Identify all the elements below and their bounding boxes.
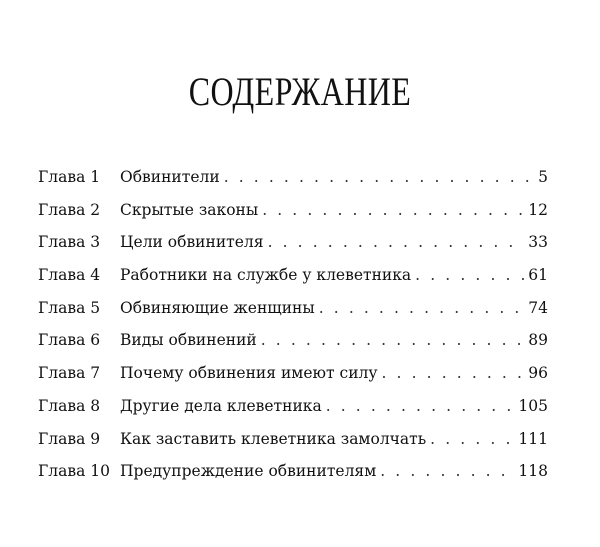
chapter-title: Другие дела клеветника — [120, 396, 322, 415]
toc-entry-1 — [38, 166, 548, 199]
chapter-number: Глава 6 — [38, 331, 101, 350]
dot-leader — [262, 199, 525, 221]
page-number: 74 — [528, 298, 548, 317]
chapter-number: Глава 2 — [38, 200, 101, 219]
page-number: 5 — [538, 168, 548, 186]
chapter-title: Обвиняющие женщины — [120, 298, 315, 317]
chapter-title: Предупреждение обвинителям — [120, 462, 377, 481]
page-number: 12 — [528, 200, 548, 219]
chapter-number: Глава 9 — [38, 429, 101, 448]
toc-entry-9 — [38, 428, 548, 461]
toc-entry-3 — [38, 231, 548, 264]
chapter-title: Цели обвинителя — [120, 233, 264, 252]
chapter-title: Работники на службе у клеветника — [120, 266, 412, 285]
dot-leader — [380, 460, 515, 482]
dot-leader — [319, 297, 526, 319]
chapter-number: Глава 4 — [38, 266, 101, 285]
page-number: 118 — [518, 462, 548, 481]
dot-leader — [415, 264, 525, 286]
page-title: СОДЕРЖАНИЕ — [188, 69, 412, 114]
page-number: 96 — [528, 364, 548, 383]
chapter-number: Глава 1 — [38, 168, 101, 186]
page-number: 33 — [528, 233, 548, 252]
chapter-title: Обвинители — [120, 168, 220, 186]
dot-leader — [224, 166, 535, 188]
toc-entry-10 — [38, 460, 548, 493]
chapter-number: Глава 10 — [38, 462, 110, 481]
toc-entry-7 — [38, 362, 548, 395]
toc-entry-5 — [38, 297, 548, 330]
page-number: 89 — [528, 331, 548, 350]
toc-entry-4 — [38, 264, 548, 297]
dot-leader — [382, 362, 526, 384]
toc-entry-6 — [38, 329, 548, 362]
chapter-number: Глава 5 — [38, 298, 101, 317]
chapter-title: Виды обвинений — [120, 331, 257, 350]
page-number: 61 — [528, 266, 548, 285]
chapter-number: Глава 8 — [38, 396, 101, 415]
chapter-number: Глава 3 — [38, 233, 101, 252]
page-number: 105 — [518, 396, 548, 415]
dot-leader — [430, 428, 515, 450]
dot-leader — [268, 231, 526, 253]
dot-leader — [326, 395, 516, 417]
chapter-title: Почему обвинения имеют силу — [120, 364, 378, 383]
chapter-number: Глава 7 — [38, 364, 101, 383]
dot-leader — [261, 329, 526, 351]
chapter-title: Как заставить клеветника замолчать — [120, 429, 427, 448]
chapter-title: Скрытые законы — [120, 200, 259, 219]
table-of-contents — [38, 166, 548, 493]
toc-entry-2 — [38, 199, 548, 232]
page-number: 111 — [518, 429, 548, 448]
toc-entry-8 — [38, 395, 548, 428]
